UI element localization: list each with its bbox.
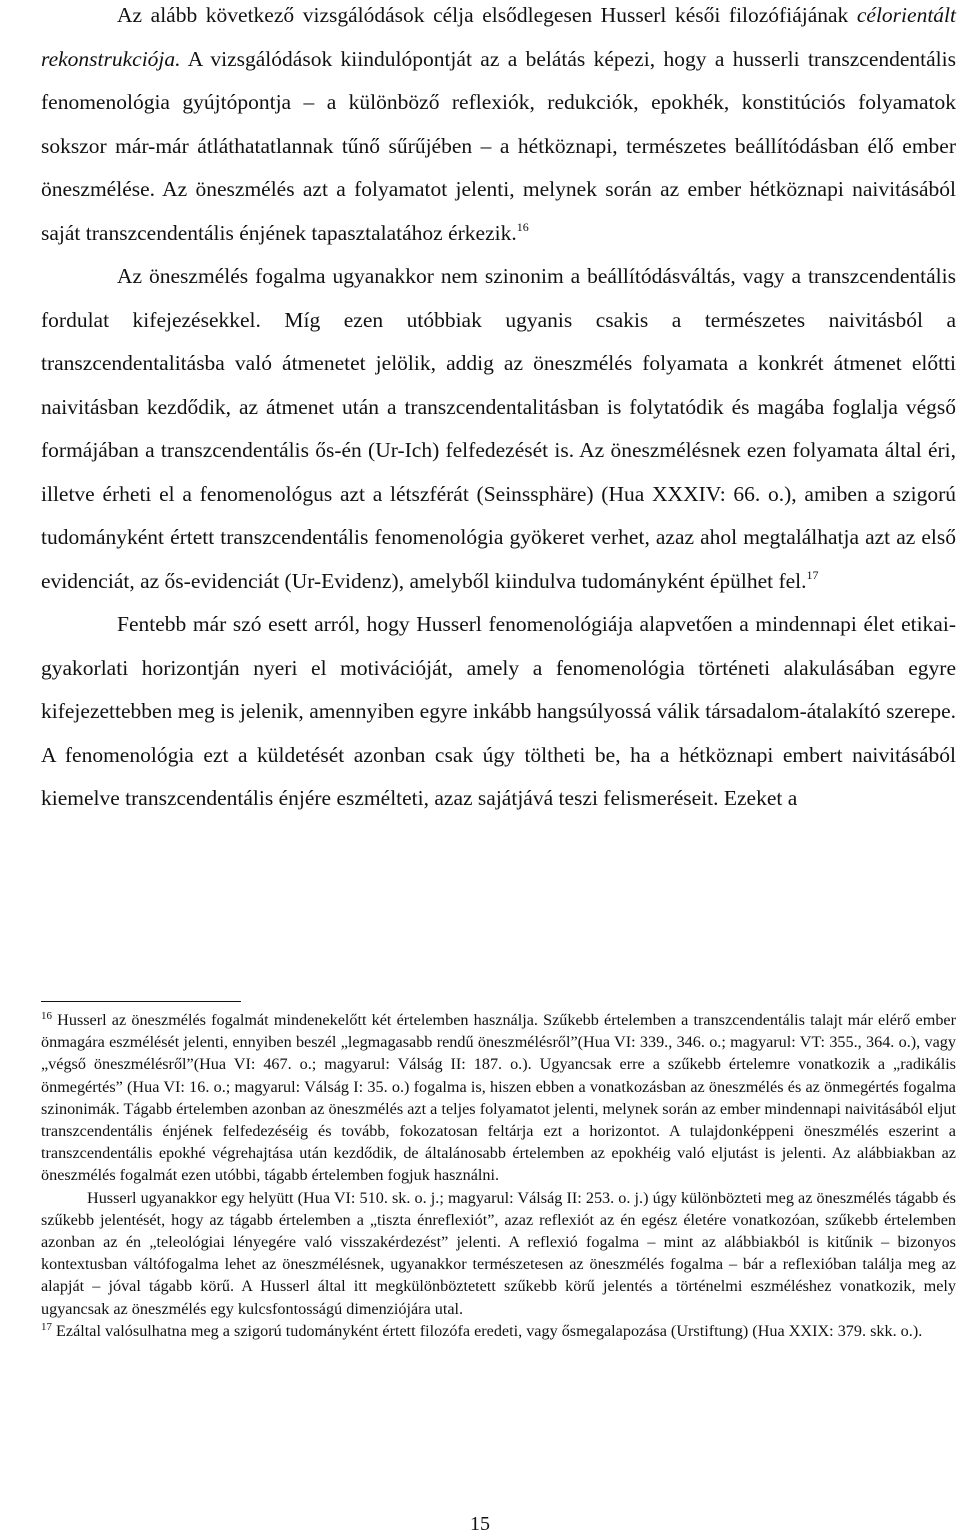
footnote-16-continued: Husserl ugyanakkor egy helyütt (Hua VI: 510. sk. o. j.; magyarul: Válság II: 253. o. j.) úgy különbözteti meg az öneszmélés tágabb és szűkebb jelentését, hogy az tágabb értelemben a „tiszta énreflexiót”, azaz reflexiót az én egész életére vonatkozóan, szűkebb értelemben azonban az én „teleológiai lényegére való visszakérdezést” jelenti. A reflexió fogalma – mint az alábbiakból is kitűnik – bizonyos kontextusban váltófogalma lehet az öneszmélésnek, ugyanakkor természetesen az öneszmélés fogalma – bár a reflexióban találja meg az alapját – jóval tágabb körű. A Husserl által itt megkülönböztetett szűkebb körű jelentés a történelmi eszméléshez vonatkozik, mely ugyancsak az öneszmélés egy kulcsfontosságú dimenziójára utal. (41, 1188, 956, 1318)
paragraph-1-text-cont: A vizsgálódások kiindulópontját az a belátás képezi, hogy a husserli transzcendentális fenomenológia gyújtópontja – a különböző reflexiók, redukciók, epokhék, konstitúciós folyamatok sokszor már-már átláthatatlannak tűnő sűrűjében – a hétköznapi, természetes beállítódásban élő ember öneszmélése. Az öneszmélés azt a folyamatot jelenti, melynek során az ember hétköznapi naivitásából saját transzcendentális énjének tapasztalatához érkezik. (41, 46, 956, 245)
footnotes (41, 1009, 956, 1342)
footnote-17 (41, 1320, 956, 1342)
page-number: 15 (470, 1513, 490, 1535)
main-text (41, 0, 956, 821)
footnote-16 (41, 1009, 956, 1187)
paragraph-1 (41, 0, 956, 255)
footnote-ref-17[interactable]: 17 (806, 567, 819, 582)
paragraph-3: Fentebb már szó esett arról, hogy Husserl fenomenológiája alapvetően a mindennapi élet etikai-gyakorlati horizontján nyeri el motivációját, amely a fenomenológia történeti alakulásában egyre kifejezettebben meg is jelenik, amennyiben egyre inkább hangsúlyossá válik társadalom-átalakító szerepe. A fenomenológia ezt a küldetését azonban csak úgy töltheti be, ha a hétköznapi embert naivitásából kiemelve transzcendentális énjére eszmélteti, azaz sajátjává teszi felismeréseit. Ezeket a (41, 612, 956, 810)
footnote-separator (41, 1001, 241, 1002)
footnote-17-number: 17 (41, 1320, 52, 1333)
footnote-ref-16[interactable]: 16 (516, 219, 529, 234)
footnote-16-text: Husserl az öneszmélés fogalmát mindenekelőtt két értelemben használja. Szűkebb értelemben a transzcendentális talajt már elérő ember önmagára eszmélését jelenti, ennyiben beszél „legmagasabb rendű öneszmélésről”(Hua VI: 339., 346. o.; magyarul: VT: 355., 364. o.), vagy „végső öneszmélésről”(Hua VI: 467. o.; magyarul: Válság II: 187. o.). Ugyancsak erre a szűkebb értelemre vonatkozik a „radikális önmegértés” (Hua VI: 16. o.; magyarul: Válság I: 35. o.) fogalma is, hiszen ebben a vonatkozásban az öneszmélés és az önmegértés fogalma szinonimák. Tágabb értelemben azonban az öneszmélés azt a teljes folyamatot jelenti, melynek során az ember mindennapi naivitásából eljut transzcendentális énjének felfedezéséig és tovább, fokozatosan feltárja ezt a horizontot. A tulajdonképpeni öneszmélés eszerint a transzcendentális epokhé végrehajtása után kezdődik, de általánosabb értelemben az epokhéig való eljutást is jelenti. Az alábbiakban az öneszmélés fogalmát ezen utóbbi, tágabb értelemben fogjuk használni. (41, 1011, 956, 1185)
paragraph-2 (41, 255, 956, 603)
paragraph-1-text: Az alább következő vizsgálódások célja elsődlegesen Husserl késői filozófiájának (117, 3, 857, 27)
footnote-16-number: 16 (41, 1010, 52, 1022)
footnote-17-text: Ezáltal valósulhatna meg a szigorú tudományként értett filozófa eredeti, vagy ősmegalapozása (Urstiftung) (Hua XXIX: 379. skk. o.). (52, 1321, 923, 1340)
paragraph-1-italic: célorientált rekonstrukciója. (41, 3, 956, 71)
paragraph-2-text: Az öneszmélés fogalma ugyanakkor nem szinonim a beállítódásváltás, vagy a transzcendentális fordulat kifejezésekkel. Míg ezen utóbbiak ugyanis csakis a természetes naivitásból a transzcendentalitásba való átmenetet jelölik, addig az öneszmélés folyamata a konkrét átmenet előtti naivitásban kezdődik, az átmenet után a transzcendentalitásban is folytatódik és magába foglalja végső formájában a transzcendentális ős-én (Ur-Ich) felfedezését is. Az öneszmélésnek ezen folyamata által éri, illetve érheti el a fenomenológus azt a létszférát (Seinssphäre) (Hua XXXIV: 66. o.), amiben a szigorú tudományként értett transzcendentális fenomenológia gyökeret verhet, azaz ahol megtalálhatja azt az első evidenciát, az ős-evidenciát (Ur-Evidenz), amelyből kiindulva tudományként épülhet fel. (41, 264, 956, 593)
